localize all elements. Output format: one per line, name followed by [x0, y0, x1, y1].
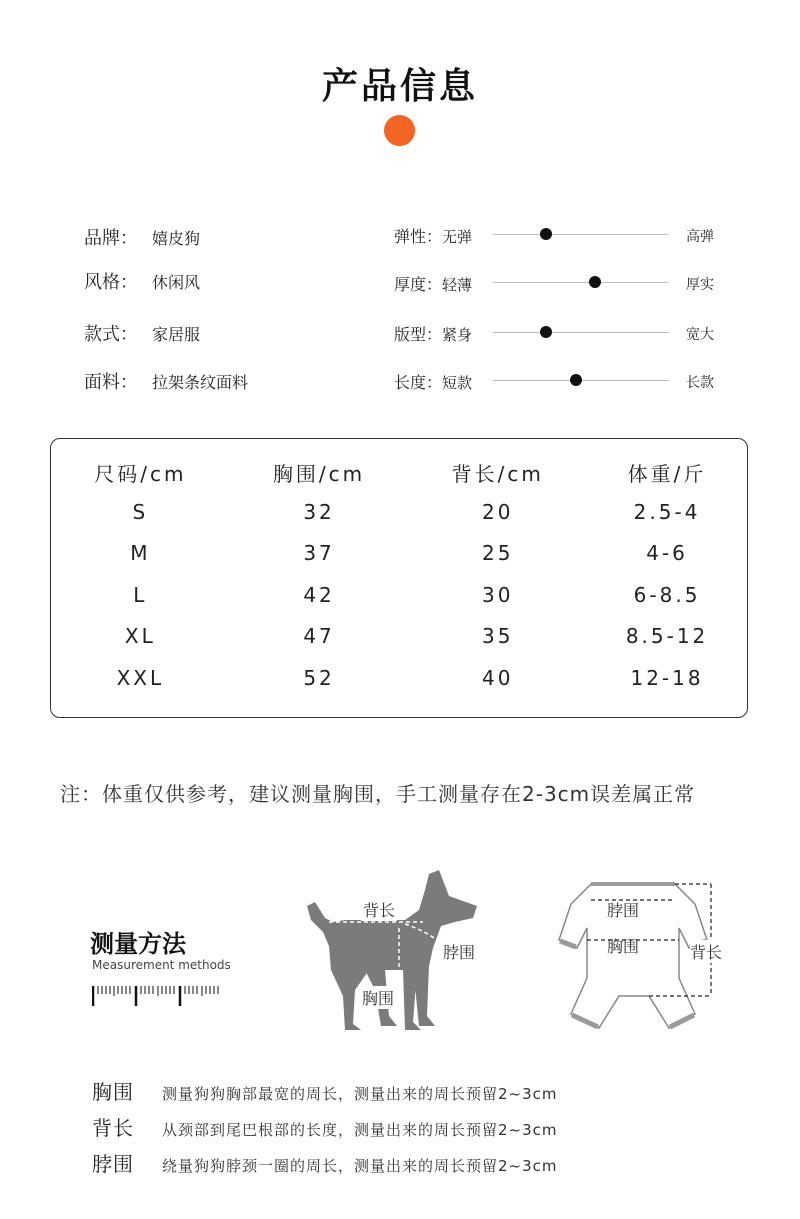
cell: 25 [482, 541, 514, 566]
cell: 52 [303, 665, 335, 690]
scale-fit-label: 版型：紧身 [394, 325, 473, 344]
size-table-header [51, 453, 747, 491]
ruler-icon [92, 984, 222, 1008]
table-row [51, 533, 747, 575]
table-row [51, 574, 747, 616]
cell: 6-8.5 [633, 582, 701, 607]
dog-label-back: 背长 [361, 898, 397, 921]
table-row [51, 616, 747, 658]
cell: 2.5-4 [633, 499, 701, 524]
attr-fabric [84, 368, 248, 394]
attr-label: 风格： [84, 272, 138, 293]
cell: 40 [482, 665, 514, 690]
title-accent-dot [384, 115, 415, 146]
dog-label-chest: 胸围 [360, 986, 396, 1009]
cell: 8.5-12 [625, 624, 709, 649]
attr-value: 休闲风 [152, 273, 201, 292]
page-title: 产品信息 [321, 66, 478, 107]
definition-chest [92, 1076, 558, 1105]
definition-back [92, 1112, 558, 1141]
scale-elasticity-max: 高弹 [686, 229, 714, 245]
definition-desc: 从颈部到尾巴根部的长度，测量出来的周长预留2~3cm [162, 1121, 558, 1139]
scale-fit-max: 宽大 [686, 327, 714, 343]
col-header-chest: 胸围/cm [272, 461, 366, 486]
table-row [51, 491, 747, 533]
size-table [51, 453, 747, 699]
attr-label: 面料： [84, 372, 138, 393]
scale-length-marker [570, 374, 582, 386]
cell: 42 [303, 582, 335, 607]
definition-term: 脖围 [92, 1152, 134, 1176]
cell: 37 [303, 541, 335, 566]
attr-type [84, 320, 200, 346]
scale-elasticity-label: 弹性：无弹 [394, 227, 473, 246]
scale-fit-track [493, 332, 669, 333]
garment-label-neck: 脖围 [607, 901, 640, 920]
col-header-weight: 体重/斤 [627, 461, 707, 486]
cell: S [132, 499, 149, 524]
cell: 30 [482, 582, 514, 607]
definition-desc: 绕量狗狗脖颈一圈的周长，测量出来的周长预留2~3cm [162, 1157, 558, 1175]
scale-fit-marker [540, 326, 552, 338]
attr-value: 家居服 [152, 325, 201, 344]
attr-label: 款式： [84, 324, 138, 345]
cell: 12-18 [630, 665, 704, 690]
size-chart [50, 438, 748, 718]
attr-label: 品牌： [84, 228, 138, 249]
attr-value: 拉架条纹面料 [152, 373, 249, 392]
definition-neck [92, 1148, 558, 1177]
size-note: 注：体重仅供参考，建议测量胸围，手工测量存在2-3cm误差属正常 [60, 782, 696, 806]
col-header-size: 尺码/cm [94, 461, 187, 486]
cell: 47 [303, 624, 335, 649]
cell: L [133, 582, 148, 607]
cell: M [130, 541, 151, 566]
cell: 4-6 [646, 541, 688, 566]
scale-thickness-label: 厚度：轻薄 [394, 275, 473, 294]
scale-elasticity-marker [540, 228, 552, 240]
definition-desc: 测量狗狗胸部最宽的周长，测量出来的周长预留2~3cm [162, 1085, 558, 1103]
col-header-back: 背长/cm [451, 461, 544, 486]
cell: XXL [116, 665, 165, 690]
scale-thickness-track [493, 282, 669, 283]
cell: 20 [482, 499, 514, 524]
scale-length-label: 长度：短款 [394, 373, 473, 392]
attr-style [84, 268, 200, 294]
scale-thickness-marker [589, 276, 601, 288]
definition-term: 背长 [92, 1116, 134, 1140]
scale-length-max: 长款 [686, 375, 714, 391]
definition-term: 胸围 [92, 1080, 134, 1104]
cell: 35 [482, 624, 514, 649]
table-row [51, 657, 747, 699]
cell: XL [124, 624, 156, 649]
garment-label-chest: 胸围 [607, 937, 640, 956]
scale-elasticity-track [493, 234, 669, 235]
attr-brand [84, 224, 200, 250]
measure-title: 测量方法 [90, 930, 186, 958]
attr-value: 嬉皮狗 [152, 229, 201, 248]
cell: 32 [303, 499, 335, 524]
dog-label-neck: 脖围 [443, 943, 476, 962]
measure-subtitle: Measurement methods [92, 958, 231, 972]
garment-label-back: 背长 [690, 940, 722, 963]
scale-thickness-max: 厚实 [686, 277, 714, 293]
